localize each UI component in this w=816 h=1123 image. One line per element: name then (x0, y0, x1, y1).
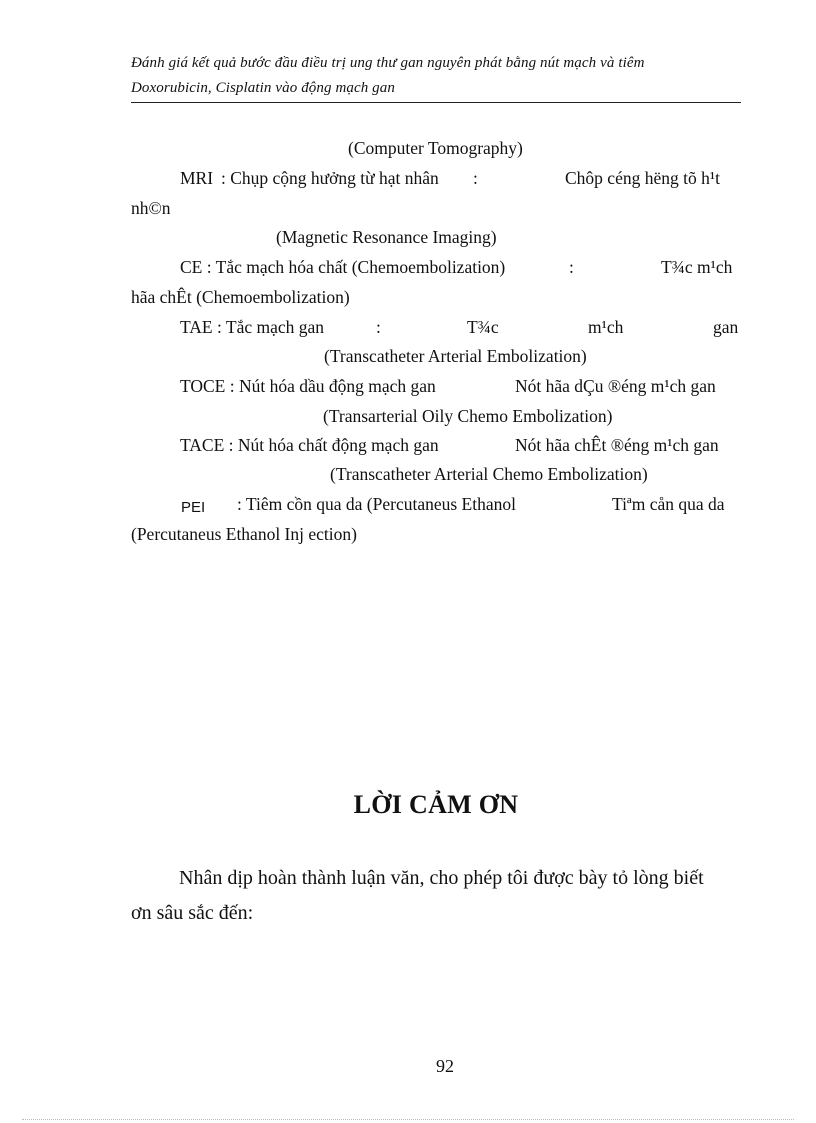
header-rule (131, 102, 741, 103)
tae-english: (Transcatheter Arterial Embolization) (324, 346, 587, 366)
section-title: LỜI CẢM ƠN (353, 790, 519, 819)
toce-line: TOCE : Nút hóa dầu động mạch gan (180, 376, 436, 396)
tae-separator: : (376, 317, 381, 337)
tace-english: (Transcatheter Arterial Chemo Embolization) (330, 464, 648, 484)
ce-separator: : (569, 257, 574, 277)
tae-garbled-3: gan (713, 317, 739, 337)
ct-english: (Computer Tomography) (348, 138, 523, 158)
ce-garbled-2: hãa chÊt (Chemoembolization) (131, 287, 350, 307)
pei-english: (Percutaneus Ethanol Inj ection) (131, 524, 357, 544)
paragraph-line-1: Nhân dịp hoàn thành luận văn, cho phép tôi được bày tỏ lòng biết (179, 867, 704, 889)
paragraph-line-2: ơn sâu sắc đến: (131, 902, 254, 924)
mri-garbled-1: Chôp céng hëng tõ h¹t (565, 168, 720, 188)
tae-garbled-1: T¾c (467, 317, 499, 337)
mri-abbr: MRI (180, 168, 214, 188)
ce-garbled-1: T¾c m¹ch (661, 257, 733, 277)
mri-vietnamese: : Chụp cộng hưởng từ hạt nhân (221, 168, 439, 188)
header-line-1: Đánh giá kết quả bước đầu điều trị ung thư gan nguyên phát bằng nút mạch và tiêm (131, 55, 645, 71)
page-bottom-border (22, 1119, 794, 1120)
tace-line: TACE : Nút hóa chất động mạch gan (180, 435, 439, 455)
page-number: 92 (436, 1056, 454, 1076)
pei-abbr: PEI (181, 499, 206, 516)
tae-line: TAE : Tắc mạch gan (180, 317, 325, 337)
mri-garbled-2: nh©n (131, 198, 171, 218)
tae-garbled-2: m¹ch (588, 317, 624, 337)
pei-line: : Tiêm cồn qua da (Percutaneus Ethanol (237, 494, 516, 514)
mri-separator: : (473, 168, 478, 188)
toce-garbled: Nót hãa dÇu ®éng m¹ch gan (515, 376, 716, 396)
toce-english: (Transarterial Oily Chemo Embolization) (323, 406, 613, 426)
header-line-2: Doxorubicin, Cisplatin vào động mạch gan (131, 80, 395, 96)
pei-garbled: Tiªm cån qua da (612, 494, 725, 514)
running-header (131, 51, 741, 101)
mri-english: (Magnetic Resonance Imaging) (276, 227, 497, 247)
tace-garbled: Nót hãa chÊt ®éng m¹ch gan (515, 435, 719, 455)
ce-line: CE : Tắc mạch hóa chất (Chemoembolization) (180, 257, 506, 277)
